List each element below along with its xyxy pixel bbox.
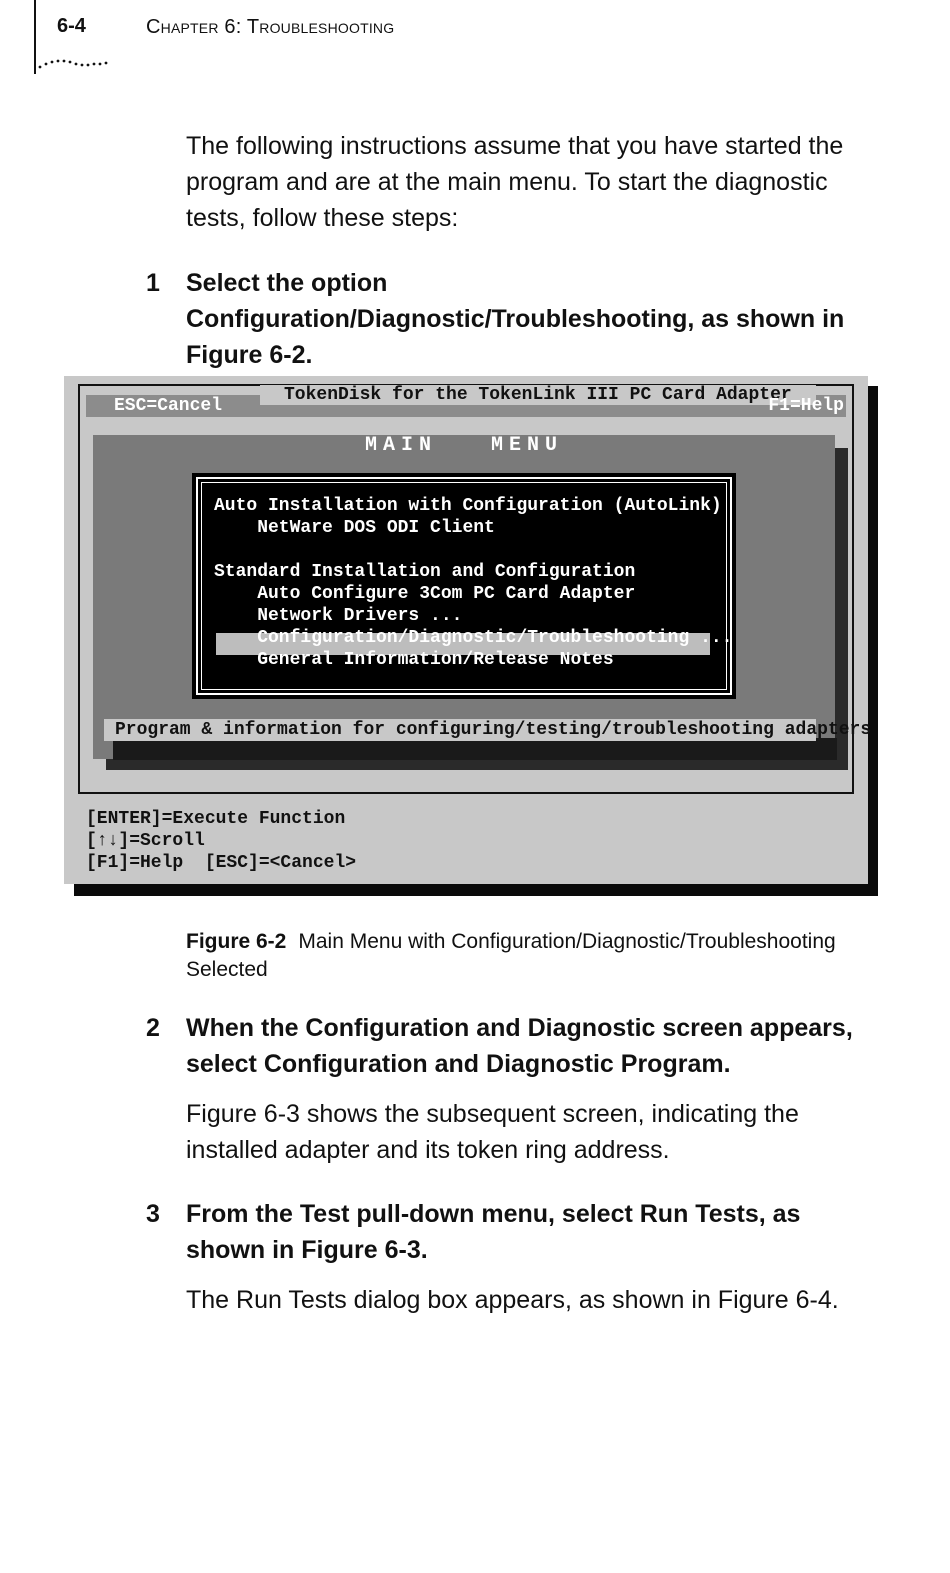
figure-caption bbox=[186, 928, 886, 984]
key-help-f1-esc: [F1]=Help [ESC]=<Cancel> bbox=[86, 853, 357, 873]
menu-item-auto-configure[interactable]: Auto Configure 3Com PC Card Adapter bbox=[214, 584, 636, 604]
step-2-body: Figure 6-3 shows the subsequent screen, indicating the installed adapter and its token ring address. bbox=[186, 1100, 799, 1164]
main-menu-panel bbox=[93, 434, 872, 759]
esc-cancel-label: ESC=Cancel bbox=[114, 396, 223, 416]
menu-item-autolink[interactable]: Auto Installation with Configuration (AutoLink) bbox=[214, 496, 722, 516]
main-menu-title: MAIN MENU bbox=[364, 434, 564, 457]
step-2-text: When the Configuration and Diagnostic screen appears, select Configuration and Diagnostic Program. bbox=[186, 1014, 853, 1078]
menu-item-network-drivers[interactable]: Network Drivers ... bbox=[214, 606, 463, 626]
key-help-enter: [ENTER]=Execute Function bbox=[86, 809, 346, 829]
page-number: 6-4 bbox=[57, 15, 86, 37]
menu-box bbox=[192, 473, 736, 699]
status-shadow bbox=[113, 738, 837, 760]
header-dots-ornament bbox=[38, 52, 110, 70]
step-3-text: From the Test pull-down menu, select Run Tests, as shown in Figure 6-3. bbox=[186, 1200, 801, 1264]
status-line: Program & information for configuring/testing/troubleshooting adapters bbox=[104, 719, 816, 741]
step-2-number: 2 bbox=[146, 1014, 160, 1042]
screen-title: TokenDisk for the TokenLink III PC Card Adapter bbox=[260, 385, 816, 405]
step-3-number: 3 bbox=[146, 1200, 160, 1228]
chapter-title: Chapter 6: Troubleshooting bbox=[146, 16, 395, 38]
menu-item-config-diag-troubleshooting[interactable]: Configuration/Diagnostic/Troubleshooting ... bbox=[214, 628, 733, 648]
menu-item-standard-install[interactable]: Standard Installation and Configuration bbox=[214, 562, 636, 582]
figure-label: Figure 6-2 bbox=[186, 930, 287, 953]
menu-item-general-info[interactable]: General Information/Release Notes bbox=[214, 650, 614, 670]
step-1-number: 1 bbox=[146, 269, 160, 297]
f1-help-label: F1=Help bbox=[768, 396, 844, 416]
menu-item-netware-odi[interactable]: NetWare DOS ODI Client bbox=[214, 518, 495, 538]
key-help-scroll: [↑↓]=Scroll bbox=[86, 831, 205, 851]
header-rule bbox=[34, 0, 36, 74]
step-3-body: The Run Tests dialog box appears, as shown in Figure 6-4. bbox=[186, 1286, 839, 1314]
step-1-text: Select the option Configuration/Diagnostic/Troubleshooting, as shown in Figure 6-2. bbox=[186, 269, 845, 369]
intro-paragraph: The following instructions assume that you have started the program and are at the main menu. To start the diagnostic tests, follow these steps: bbox=[186, 132, 844, 232]
figure-caption-text: Main Menu with Configuration/Diagnostic/Troubleshooting Selected bbox=[186, 930, 836, 981]
dos-screen bbox=[64, 376, 872, 884]
